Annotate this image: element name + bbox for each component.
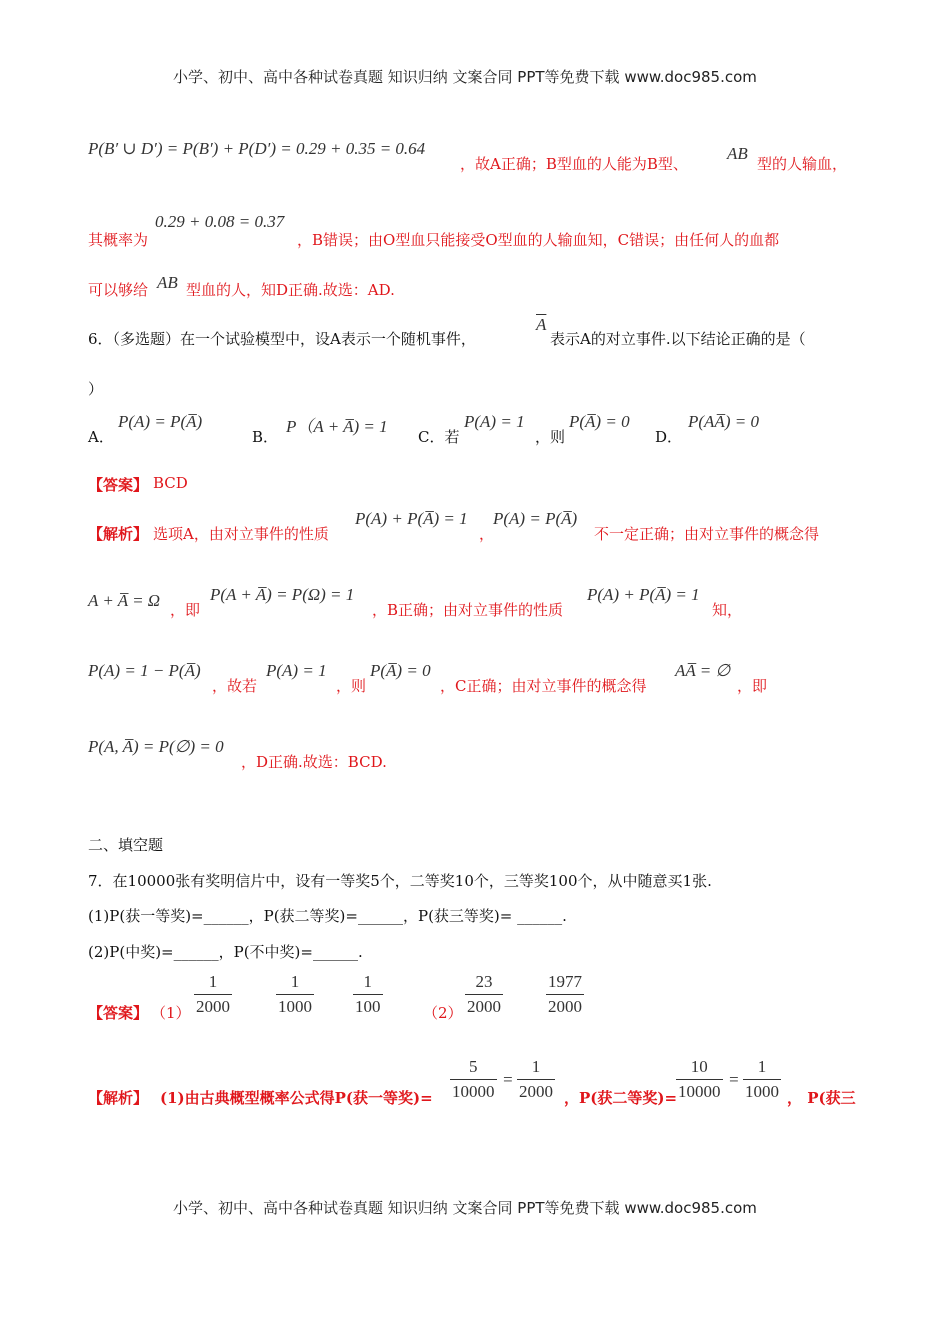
ab-symbol-2: AB (157, 273, 178, 292)
analysis-fraction-2: $\frac{1}{2000}$ (519, 1057, 553, 1101)
q6-analysis-label: 【解析】 (88, 525, 149, 543)
q6-l3-text-b: ，则 (336, 677, 367, 695)
analysis-fraction-4: $\frac{1}{1000}$ (745, 1057, 779, 1101)
a-bar-symbol: $\overline{A}$ (536, 315, 547, 334)
q6-l4-formula-1: P(A, A̅) = P(∅) = 0 (88, 737, 224, 756)
page-header: 小学、初中、高中各种试卷真题 知识归纳 文案合同 PPT等免费下载 www.doc985.com (173, 68, 757, 86)
q6-l3-formula-2: P(A) = 1 (266, 661, 327, 680)
q6-stem-c: ） (88, 380, 104, 398)
q6-l3-formula-3: P(A̅) = 0 (370, 661, 431, 680)
q5-text-2: 型的人输血， (757, 155, 848, 173)
q6-stem-a: 6．（多选题）在一个试验模型中，设A表示一个随机事件， (88, 330, 476, 348)
q6-l3-text-a: ，故若 (212, 677, 258, 695)
answer-fraction-3: $\frac{1}{100}$ (355, 972, 381, 1016)
q6-l2-text-c: 知， (712, 601, 743, 619)
option-c-mid: ，则 (535, 428, 566, 446)
analysis-fraction-1: $\frac{5}{10000}$ (452, 1057, 495, 1101)
equals-sign-1: = (502, 1070, 514, 1089)
option-b-label: B． (252, 428, 279, 446)
q7-analysis-text-b: ，P(获二等奖)= (564, 1089, 678, 1107)
q6-l1-formula-2: P(A) = P(A̅) (493, 509, 578, 528)
answer-fraction-5: $\frac{1977}{2000}$ (548, 972, 582, 1016)
answer-fraction-4: $\frac{23}{2000}$ (467, 972, 501, 1016)
q6-answer: BCD (153, 474, 188, 492)
q6-l2-formula-2: P(A + A̅) = P(Ω) = 1 (210, 585, 355, 604)
q6-l1-text-b: ， (479, 525, 495, 543)
q6-l1-formula-1: P(A) + P(A̅) = 1 (355, 509, 468, 528)
option-a-label: A． (88, 428, 114, 446)
q7-answer-label: 【答案】 (88, 1004, 149, 1022)
q7-stem: 7．在10000张有奖明信片中，设有一等奖5个，二等奖10个，三等奖100个，从中随意买1张. (88, 872, 712, 890)
q7-analysis-text-a: (1)由古典概型概率公式得P(获一等奖)= (160, 1089, 433, 1107)
q5-text-1: ，故A正确；B型血的人能为B型、 (460, 155, 688, 173)
q5-text-4: ，B错误；由O型血只能接受O型血的人输血知，C错误；由任何人的血都 (297, 231, 780, 249)
q7-analysis-label: 【解析】 (88, 1089, 149, 1107)
q6-answer-label: 【答案】 (88, 476, 149, 494)
q6-l2-text-b: ，B正确；由对立事件的性质 (372, 601, 564, 619)
q6-stem-b: 表示A的对立事件.以下结论正确的是（ (550, 330, 806, 348)
q7-analysis-text-c: ， P(获三 (787, 1089, 856, 1107)
option-c-label: C．若 (418, 428, 460, 446)
answer-fraction-2: $\frac{1}{1000}$ (278, 972, 312, 1016)
q6-l4-text-a: ，D正确.故选：BCD. (241, 753, 387, 771)
q5-text-6: 型血的人，知D正确.故选：AD. (186, 281, 395, 299)
q7-answer-part2-label: （2） (423, 1004, 463, 1022)
q6-l2-text-a: ，即 (170, 601, 201, 619)
option-d-formula: P(AA̅) = 0 (688, 412, 759, 431)
q6-l3-formula-4: AA̅ = ∅ (675, 661, 731, 680)
ab-symbol: AB (727, 144, 748, 163)
section-title: 二、填空题 (88, 836, 164, 854)
q6-l1-text-a: 选项A，由对立事件的性质 (153, 525, 329, 543)
option-a-formula: P(A) = P(A̅) (118, 412, 203, 431)
page-footer: 小学、初中、高中各种试卷真题 知识归纳 文案合同 PPT等免费下载 www.doc985.com (173, 1199, 757, 1217)
q6-l3-text-c: ，C正确；由对立事件的概念得 (440, 677, 647, 695)
equals-sign-2: = (728, 1070, 740, 1089)
option-c-formula-1: P(A) = 1 (464, 412, 525, 431)
q7-part-2: (2)P(中奖)=______，P(不中奖)=______. (88, 943, 363, 961)
formula-b-union-d: P(B′ ∪ D′) = P(B′) + P(D′) = 0.29 + 0.35 = 0.64 (88, 139, 426, 158)
q5-text-5: 可以够给 (88, 281, 149, 299)
q5-text-3: 其概率为 (88, 231, 149, 249)
q6-l1-text-c: 不一定正确；由对立事件的概念得 (594, 525, 820, 543)
formula-sum: 0.29 + 0.08 = 0.37 (155, 212, 285, 231)
option-b-formula: P（A + A̅) = 1 (286, 417, 388, 436)
q7-part-1: (1)P(获一等奖)=______，P(获二等奖)=______，P(获三等奖)= ______. (88, 907, 567, 925)
analysis-fraction-3: $\frac{10}{10000}$ (678, 1057, 721, 1101)
q6-l2-formula-1: A + A̅ = Ω (88, 591, 161, 610)
q6-l3-formula-1: P(A) = 1 − P(A̅) (88, 661, 201, 680)
q6-l3-text-d: ，即 (737, 677, 768, 695)
answer-fraction-1: $\frac{1}{2000}$ (196, 972, 230, 1016)
q7-answer-part1-label: （1） (151, 1004, 191, 1022)
option-d-label: D． (655, 428, 683, 446)
option-c-formula-2: P(A̅) = 0 (569, 412, 630, 431)
q6-l2-formula-3: P(A) + P(A̅) = 1 (587, 585, 700, 604)
